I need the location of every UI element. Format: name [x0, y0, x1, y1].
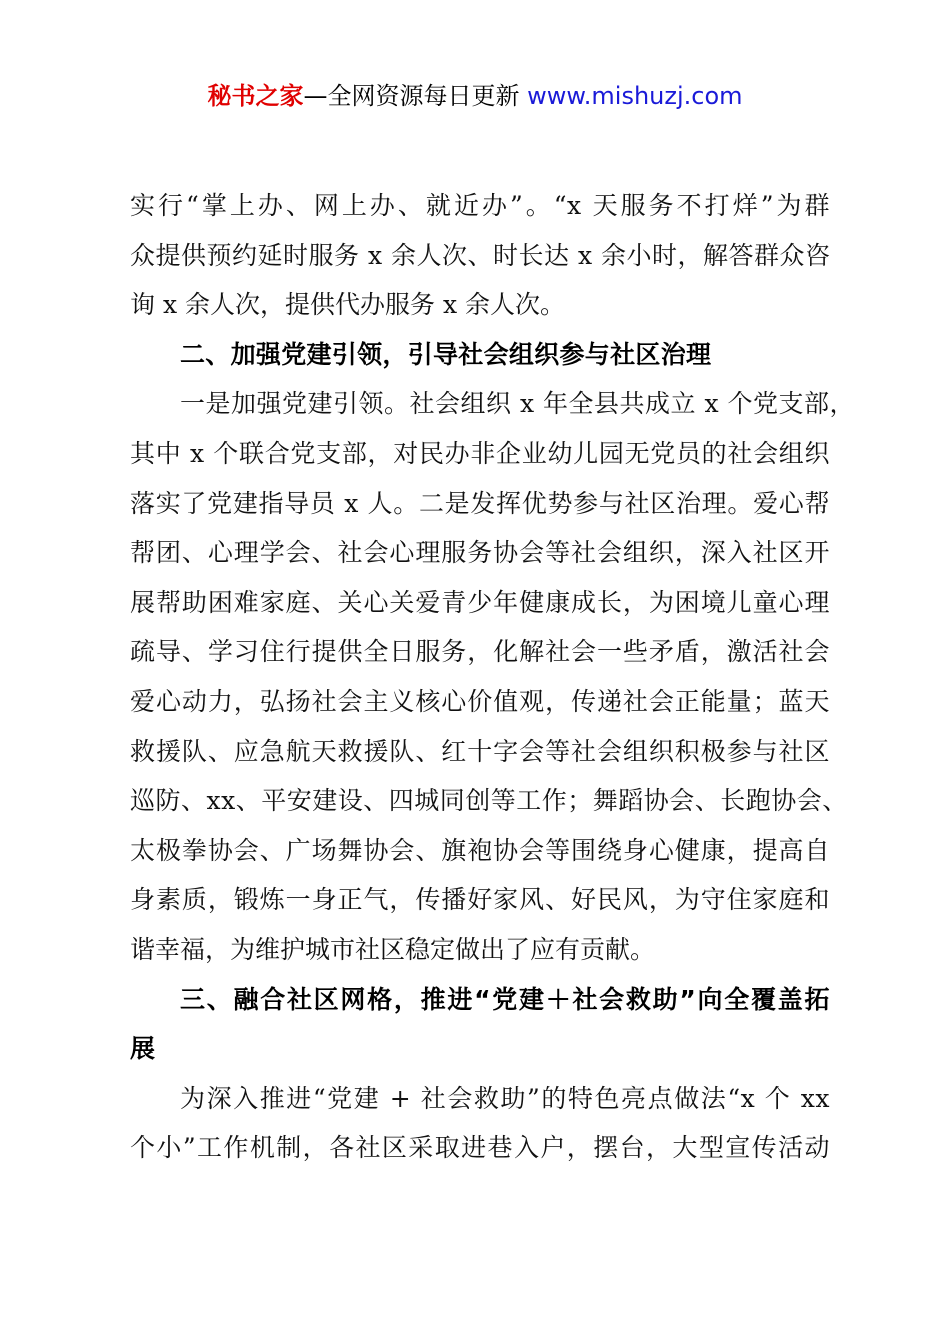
document-body — [130, 181, 855, 1173]
text-line: 救援队、应急航天救援队、红十字会等社会组织积极参与社区 — [130, 736, 830, 766]
text-line: 询 x 余人次，提供代办服务 x 余人次。 — [130, 290, 565, 320]
text-line: 太极拳协会、广场舞协会、旗袍协会等围绕身心健康，提高自 — [130, 835, 830, 865]
section-heading: 三、融合社区网格，推进“党建＋社会救助”向全覆盖拓 — [180, 984, 830, 1014]
text-line: 个小”工作机制，各社区采取进巷入户，摆台，大型宣传活动 — [130, 1133, 830, 1163]
text-line: 疏导、学习住行提供全日服务，化解社会一些矛盾，激活社会 — [130, 637, 830, 667]
text-line: 巡防、xx、平安建设、四城同创等工作；舞蹈协会、长跑协会、 — [130, 786, 848, 816]
brand-name: 秘书之家 — [207, 82, 304, 110]
text-line: 展帮助困难家庭、关心关爱青少年健康成长，为困境儿童心理 — [130, 587, 830, 617]
text-line: 谐幸福，为维护城市社区稳定做出了应有贡献。 — [130, 934, 656, 964]
site-header — [0, 80, 950, 112]
text-line: 为深入推进“党建 + 社会救助”的特色亮点做法“x 个 xx — [180, 1083, 830, 1113]
text-line: 落实了党建指导员 x 人。二是发挥优势参与社区治理。爱心帮 — [130, 488, 830, 518]
section-heading-continued: 展 — [130, 1034, 156, 1064]
site-url-link[interactable]: www.mishuzj.com — [527, 82, 743, 110]
text-line: 爱心动力，弘扬社会主义核心价值观，传递社会正能量；蓝天 — [130, 686, 830, 716]
header-tagline: —全网资源每日更新 — [303, 82, 520, 110]
text-line: 其中 x 个联合党支部，对民办非企业幼儿园无党员的社会组织 — [130, 438, 830, 468]
section-heading: 二、加强党建引领，引导社会组织参与社区治理 — [180, 339, 712, 369]
text-line: 帮团、心理学会、社会心理服务协会等社会组织，深入社区开 — [130, 538, 830, 568]
text-line: 实行“掌上办、网上办、就近办”。“x 天服务不打烊”为群 — [130, 191, 830, 220]
text-line: 一是加强党建引领。社会组织 x 年全县共成立 x 个党支部， — [180, 389, 855, 419]
text-line: 众提供预约延时服务 x 余人次、时长达 x 余小时，解答群众咨 — [130, 240, 831, 270]
text-line: 身素质，锻炼一身正气，传播好家风、好民风，为守住家庭和 — [130, 885, 830, 915]
